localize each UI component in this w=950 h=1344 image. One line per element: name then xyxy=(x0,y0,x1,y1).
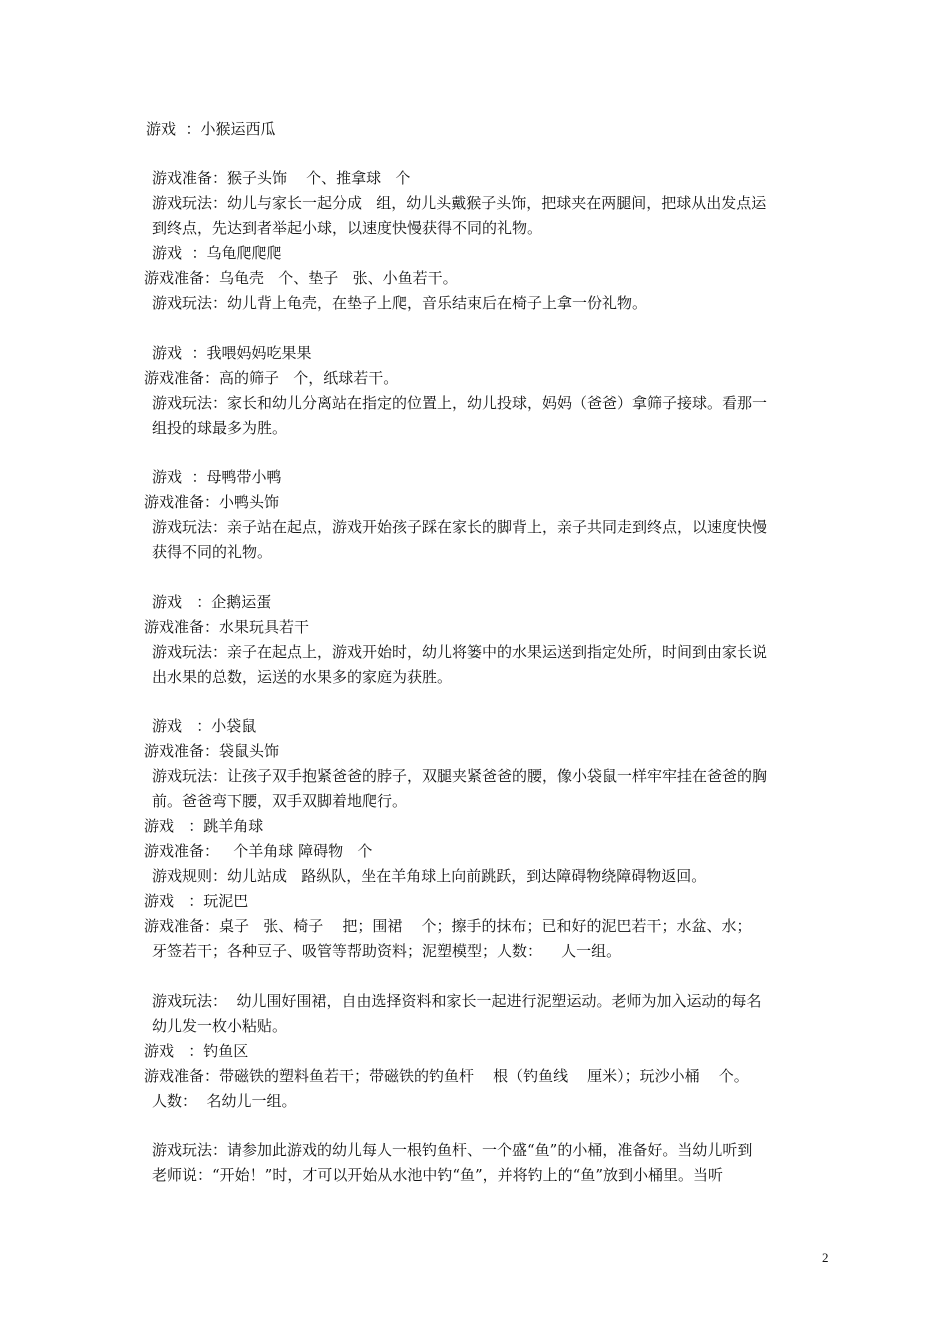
game-title-turtle: 游戏 ：乌龟爬爬爬 xyxy=(152,244,282,262)
text-line: 游戏准备： 个羊角球 障碍物 个 xyxy=(144,842,373,860)
text-line: 游戏玩法：幼儿与家长一起分成 组，幼儿头戴猴子头饰，把球夹在两腿间，把球从出发点运 xyxy=(152,194,767,212)
text-line: 游戏准备：桌子 张、椅子 把；围裙 个；擦手的抹布；已和好的泥巴若干；水盆、水； xyxy=(144,917,752,935)
text-line: 游戏玩法：家长和幼儿分离站在指定的位置上，幼儿投球，妈妈（爸爸）拿筛子接球。看那一 xyxy=(152,394,768,412)
game-title-clay: 游戏 ：玩泥巴 xyxy=(144,892,249,910)
game-title-duck: 游戏 ：母鸭带小鸭 xyxy=(152,468,282,486)
text-line: 游戏玩法：请参加此游戏的幼儿每人一根钓鱼杆、一个盛“鱼”的小桶，准备好。当幼儿听到 xyxy=(152,1141,753,1159)
text-line: 老师说：“开始！”时，才可以开始从水池中钓“鱼”，并将钓上的“鱼”放到小桶里。当听 xyxy=(152,1166,724,1184)
game-title-fishing: 游戏 ：钓鱼区 xyxy=(144,1042,249,1060)
text-line: 前。爸爸弯下腰，双手双脚着地爬行。 xyxy=(152,792,408,810)
text-line: 游戏准备：高的筛子 个，纸球若干。 xyxy=(144,369,399,387)
text-line: 游戏玩法：亲子在起点上，游戏开始时，幼儿将篓中的水果运送到指定处所，时间到由家长说 xyxy=(152,643,768,661)
text-line: 游戏玩法： 幼儿围好围裙，自由选择资料和家长一起进行泥塑运动。老师为加入运动的每名 xyxy=(152,992,762,1010)
game-title-kangaroo: 游戏 ：小袋鼠 xyxy=(152,717,257,735)
game-title-monkey: 游戏 ：小猴运西瓜 xyxy=(146,120,276,138)
text-line: 游戏准备：乌龟壳 个、垫子 张、小鱼若干。 xyxy=(144,269,458,287)
text-line: 游戏规则：幼儿站成 路纵队，坐在羊角球上向前跳跃，到达障碍物绕障碍物返回。 xyxy=(152,867,707,885)
text-line: 游戏玩法：亲子站在起点，游戏开始孩子踩在家长的脚背上，亲子共同走到终点，以速度快慢 xyxy=(152,518,768,536)
game-title-hop-ball: 游戏 ：跳羊角球 xyxy=(144,817,264,835)
text-line: 游戏准备：猴子头饰 个、推拿球 个 xyxy=(152,169,411,187)
text-line: 游戏准备：小鸭头饰 xyxy=(144,493,280,511)
game-title-penguin: 游戏 ：企鹅运蛋 xyxy=(152,593,272,611)
text-line: 游戏准备：水果玩具若干 xyxy=(144,618,310,636)
text-line: 幼儿发一枚小粘贴。 xyxy=(152,1017,288,1035)
text-line: 游戏准备：带磁铁的塑料鱼若干；带磁铁的钓鱼杆 根（钓鱼线 厘米）；玩沙小桶 个。 xyxy=(144,1067,749,1085)
game-title-feed-mom: 游戏 ：我喂妈妈吃果果 xyxy=(152,344,312,362)
text-line: 人数： 名幼儿一组。 xyxy=(152,1092,297,1110)
text-line: 组投的球最多为胜。 xyxy=(152,419,288,437)
text-line: 出水果的总数，运送的水果多的家庭为获胜。 xyxy=(152,668,453,686)
text-line: 游戏玩法：让孩子双手抱紧爸爸的脖子，双腿夹紧爸爸的腰，像小袋鼠一样牢牢挂在爸爸的胸 xyxy=(152,767,768,785)
text-line: 牙签若干；各种豆子、吸管等帮助资料；泥塑模型；人数： 人一组。 xyxy=(152,942,622,960)
text-line: 获得不同的礼物。 xyxy=(152,543,273,561)
page-number: 2 xyxy=(822,1250,829,1265)
text-line: 游戏玩法：幼儿背上龟壳，在垫子上爬，音乐结束后在椅子上拿一份礼物。 xyxy=(152,294,648,312)
text-line: 到终点，先达到者举起小球，以速度快慢获得不同的礼物。 xyxy=(152,219,543,237)
text-line: 游戏准备：袋鼠头饰 xyxy=(144,742,280,760)
